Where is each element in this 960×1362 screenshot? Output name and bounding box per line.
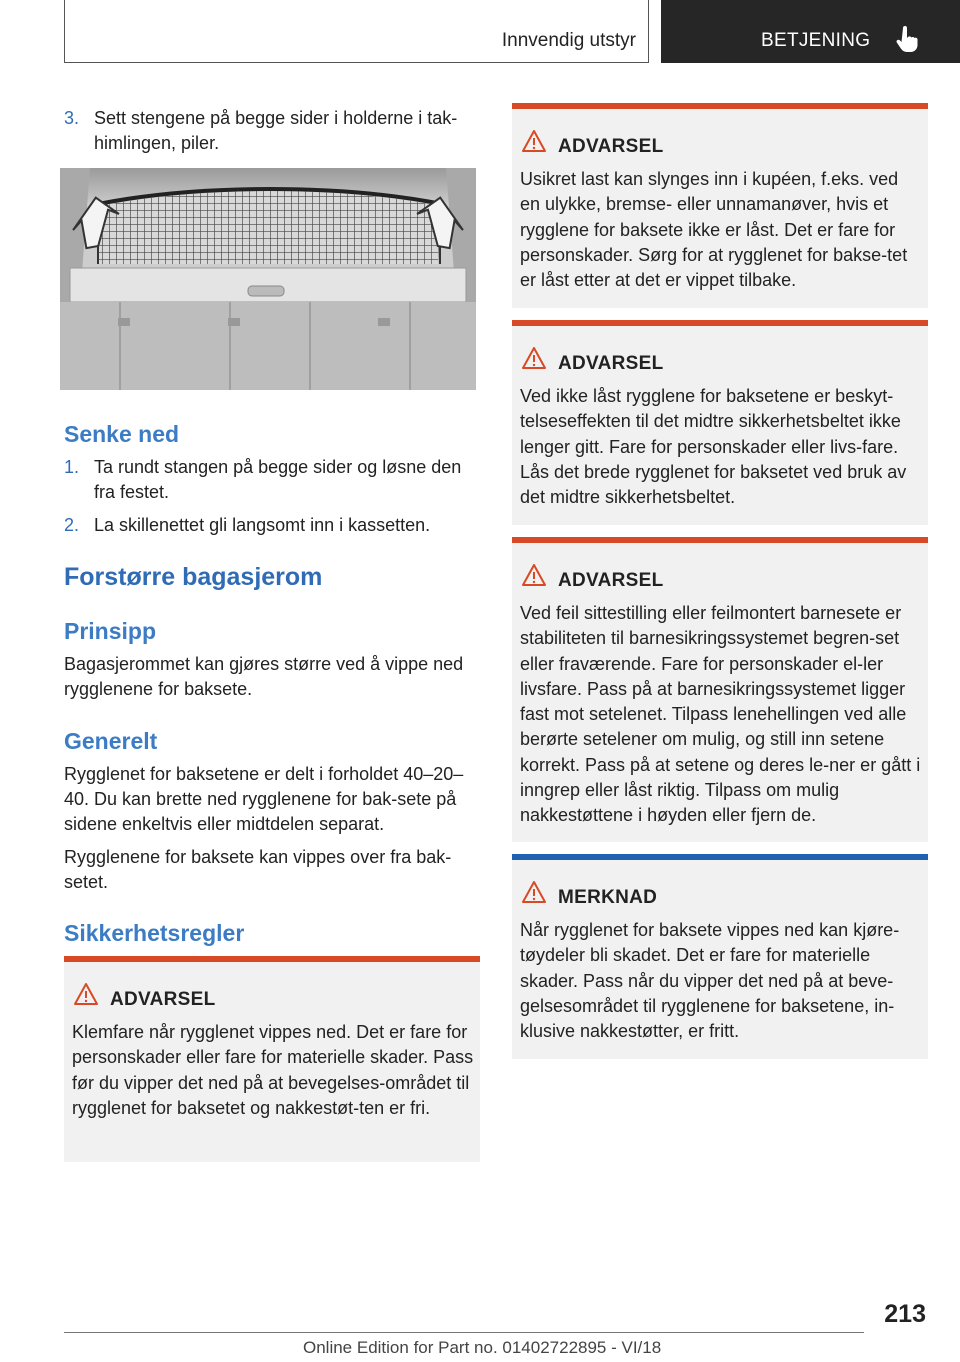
generelt-text-2: Rygglenene for baksete kan vippes over fra bak-setet. xyxy=(64,847,452,892)
heading-senke-ned: Senke ned xyxy=(64,421,180,447)
step-text: Sett stengene på begge sider i holderne i tak-himlingen, piler. xyxy=(94,108,458,153)
warning-box xyxy=(512,320,928,525)
pointing-hand-icon xyxy=(895,26,921,54)
warning-body: Ved feil sittestilling eller feilmontert barnesete er stabiliteten til barnesikringssystemet begren-set eller fraværende. Fare for personskader el-ler livsfare. Pass på at barnesikringssystemet ligger fast mot setelenet. Tilpass lenehellingen ved alle berørte setelener om mulig, og still inn setene korrekt. Pass på at setene og deres le-ner er gått i inngrep eller låst riktig. Tilpass om mulig nakkestøttene i høyden eller fjern de. xyxy=(520,603,921,826)
warning-bar xyxy=(512,320,928,326)
step-text: Ta rundt stangen på begge sider og løsne den fra festet. xyxy=(94,457,462,502)
senke-step-1 xyxy=(64,455,480,505)
luggage-net-photo xyxy=(60,168,476,390)
warning-body: Klemfare når rygglenet vippes ned. Det er fare for personskader eller fare for materielle skader. Pass før du vipper det ned på at bevegelses-området til rygglenet for baksetet og nakkestøt-ten er fri. xyxy=(72,1022,474,1118)
generelt-text-1: Rygglenet for baksetene er delt i forholdet 40–20–40. Du kan brette ned rygglenene for bak-sete på sidene enkeltvis eller midtdelen separat. xyxy=(64,764,464,834)
warning-box xyxy=(512,537,928,842)
warning-title: ADVARSEL xyxy=(558,136,664,157)
footer-edition: Online Edition for Part no. 01402722895 - VI/18 xyxy=(303,1338,662,1357)
page-number: 213 xyxy=(884,1300,926,1328)
note-title: MERKNAD xyxy=(558,887,658,908)
warning-bar xyxy=(512,103,928,109)
section-title: Innvendig utstyr xyxy=(501,30,636,51)
senke-step-2 xyxy=(64,513,480,538)
heading-prinsipp: Prinsipp xyxy=(64,618,157,644)
warning-bar xyxy=(512,537,928,543)
note-body: Når rygglenet for baksete vippes ned kan kjøre-tøydeler bli skadet. Det er fare for materielle skader. Pass når du vipper det ned på at beve-gelsesområdet til rygglenene for baksetene, in-klusive nakkestøtter, er fritt. xyxy=(520,920,900,1042)
prinsipp-text: Bagasjerommet kan gjøres større ved å vippe ned rygglenene for baksete. xyxy=(64,654,464,699)
warning-box xyxy=(512,103,928,308)
heading-forstorre-bagasjerom: Forstørre bagasjerom xyxy=(64,563,323,591)
heading-sikkerhetsregler: Sikkerhetsregler xyxy=(64,920,245,946)
warning-title: ADVARSEL xyxy=(110,989,216,1010)
header-chapter-tab xyxy=(661,0,960,63)
warning-box xyxy=(64,956,480,1162)
step-number: 2. xyxy=(64,515,80,535)
warning-bar xyxy=(64,956,480,962)
note-box xyxy=(512,854,928,1059)
warning-title: ADVARSEL xyxy=(558,570,664,591)
note-triangle-icon xyxy=(521,880,547,904)
footer-divider xyxy=(64,1332,864,1333)
heading-generelt: Generelt xyxy=(64,728,158,754)
chapter-label: BETJENING xyxy=(761,30,871,51)
warning-triangle-icon xyxy=(521,129,547,153)
step-3 xyxy=(64,106,480,156)
step-text: La skillenettet gli langsomt inn i kassetten. xyxy=(94,515,431,535)
note-bar xyxy=(512,854,928,860)
warning-body: Ved ikke låst rygglene for baksetene er beskyt-telseseffekten til det midtre sikkerhetsbeltet ikke lenger gitt. Fare for personskader eller livs-fare. Lås det brede rygglenet for baksetet ved bruk av det midtre sikkerhetsbeltet. xyxy=(520,386,907,508)
warning-title: ADVARSEL xyxy=(558,353,664,374)
warning-body: Usikret last kan slynges inn i kupéen, f.eks. ved en ulykke, bremse- eller unnamanøver, hvis et rygglene for baksete ikke er låst. Det er fare for personskader. Sørg for at rygglenet for bakse-tet er låst etter at det er vippet tilbake. xyxy=(520,169,908,291)
warning-triangle-icon xyxy=(521,346,547,370)
warning-triangle-icon xyxy=(73,982,99,1006)
step-number: 3. xyxy=(64,108,80,128)
step-number: 1. xyxy=(64,457,80,477)
header-section-tab xyxy=(64,0,649,63)
warning-triangle-icon xyxy=(521,563,547,587)
